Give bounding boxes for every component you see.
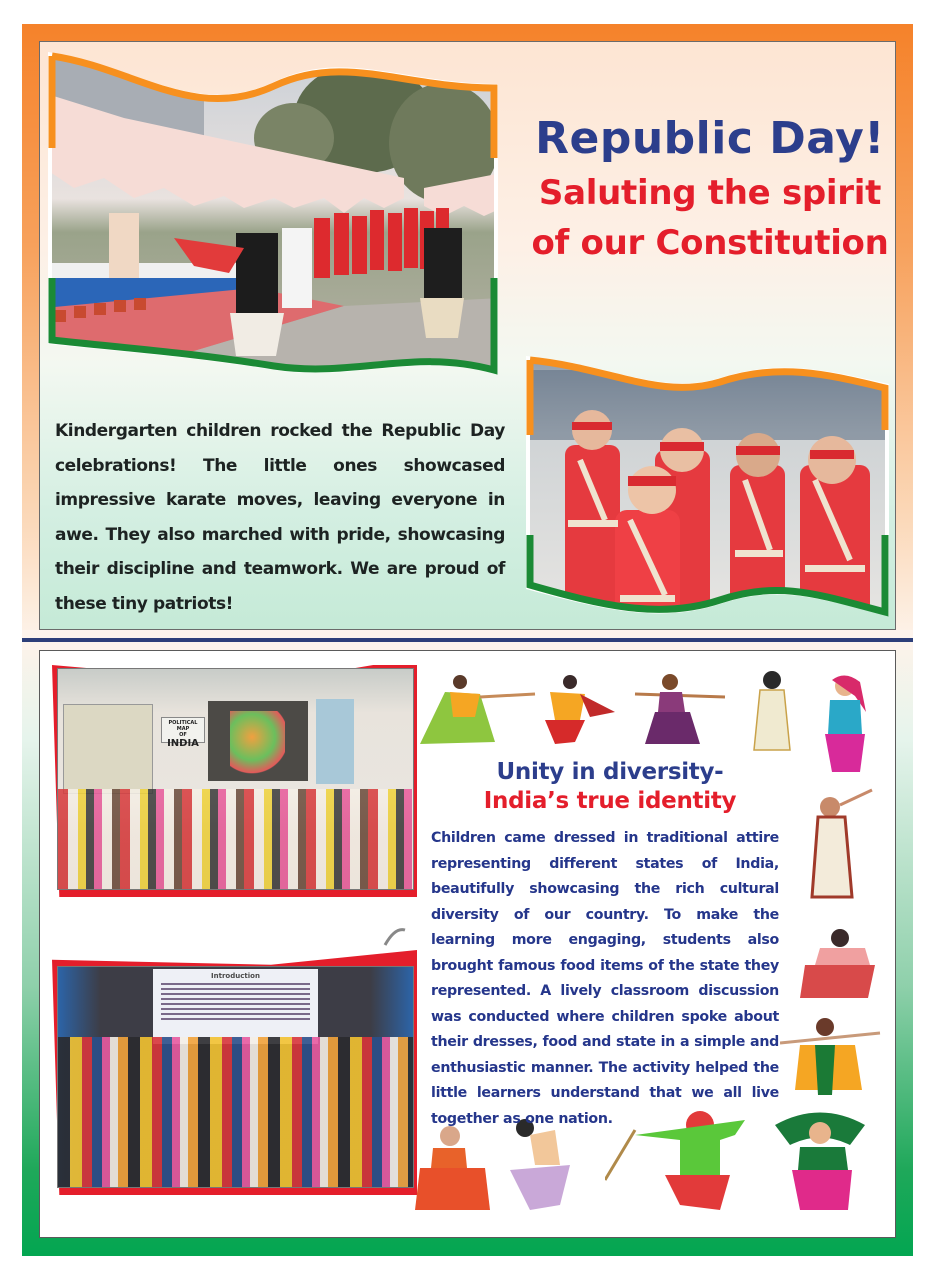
students-group <box>58 1037 414 1188</box>
rajasthani-dandiya-dancer-illustration <box>790 920 885 1009</box>
introduction-slide-group-photo <box>52 950 427 1200</box>
decorative-fragment-icon <box>380 925 410 954</box>
india-map-board <box>208 701 308 781</box>
sign-line-2: OF <box>179 732 187 738</box>
sign-line-3: INDIA <box>167 738 199 749</box>
garba-dancer-illustration <box>415 1118 490 1217</box>
slide-text <box>161 983 310 1023</box>
punjabi-dancer-pair-illustration <box>415 672 625 756</box>
sign-line-1: POLITICAL MAP <box>168 720 198 732</box>
karate-description: Kindergarten children rocked the Republic Day celebrations! The little ones showcased impressive karate moves, leaving everyone in awe. They also marched with pride, showcasing their discipline and teamwork. We are proud of these tiny patriots! <box>55 421 505 614</box>
photo-content <box>57 668 414 890</box>
unity-heading-line-1: Unity in diversity- <box>496 759 724 785</box>
students-group <box>58 789 414 890</box>
photo-content <box>57 966 414 1188</box>
india-map-group-photo <box>52 655 427 900</box>
bengali-saree-dancer-illustration <box>790 785 875 904</box>
bharatanatyam-dancer-illustration <box>630 672 730 756</box>
section-divider <box>22 638 913 642</box>
india-map-illustration <box>230 711 285 776</box>
unity-heading-line-2: India’s true identity <box>483 788 737 814</box>
notice-board <box>63 704 153 794</box>
india-map-sign <box>161 717 205 749</box>
introduction-slide <box>153 969 318 1044</box>
page-title: Republic Day! <box>535 113 885 164</box>
subtitle-line-1: Saluting the spirit <box>538 173 882 213</box>
karate-kids-photo <box>520 350 895 630</box>
kerala-saree-dancer-illustration <box>742 668 802 757</box>
slide-heading: Introduction <box>211 972 260 980</box>
odissi-dancer-illustration <box>780 1015 885 1114</box>
unity-description: Children came dressed in traditional attire representing different states of India, beautifully showcasing the rich cultural diversity of our country. To make the learning more engaging, students also brought famous food items of the state they represented. A lively classroom discussion was conducted where children spoke about their dresses, food and state in a simple and enthusiastic manner. The activity helped the little learners understand that we all live together as one nation. <box>431 830 779 1127</box>
unity-heading <box>420 757 800 815</box>
republic-day-heading <box>520 110 900 268</box>
subtitle-line-2: of our Constitution <box>531 223 889 263</box>
lavani-dancer-illustration <box>770 1105 870 1219</box>
punjabi-woman-dancer-illustration <box>810 672 880 781</box>
info-board <box>316 699 354 784</box>
karate-march-photo <box>44 48 502 383</box>
